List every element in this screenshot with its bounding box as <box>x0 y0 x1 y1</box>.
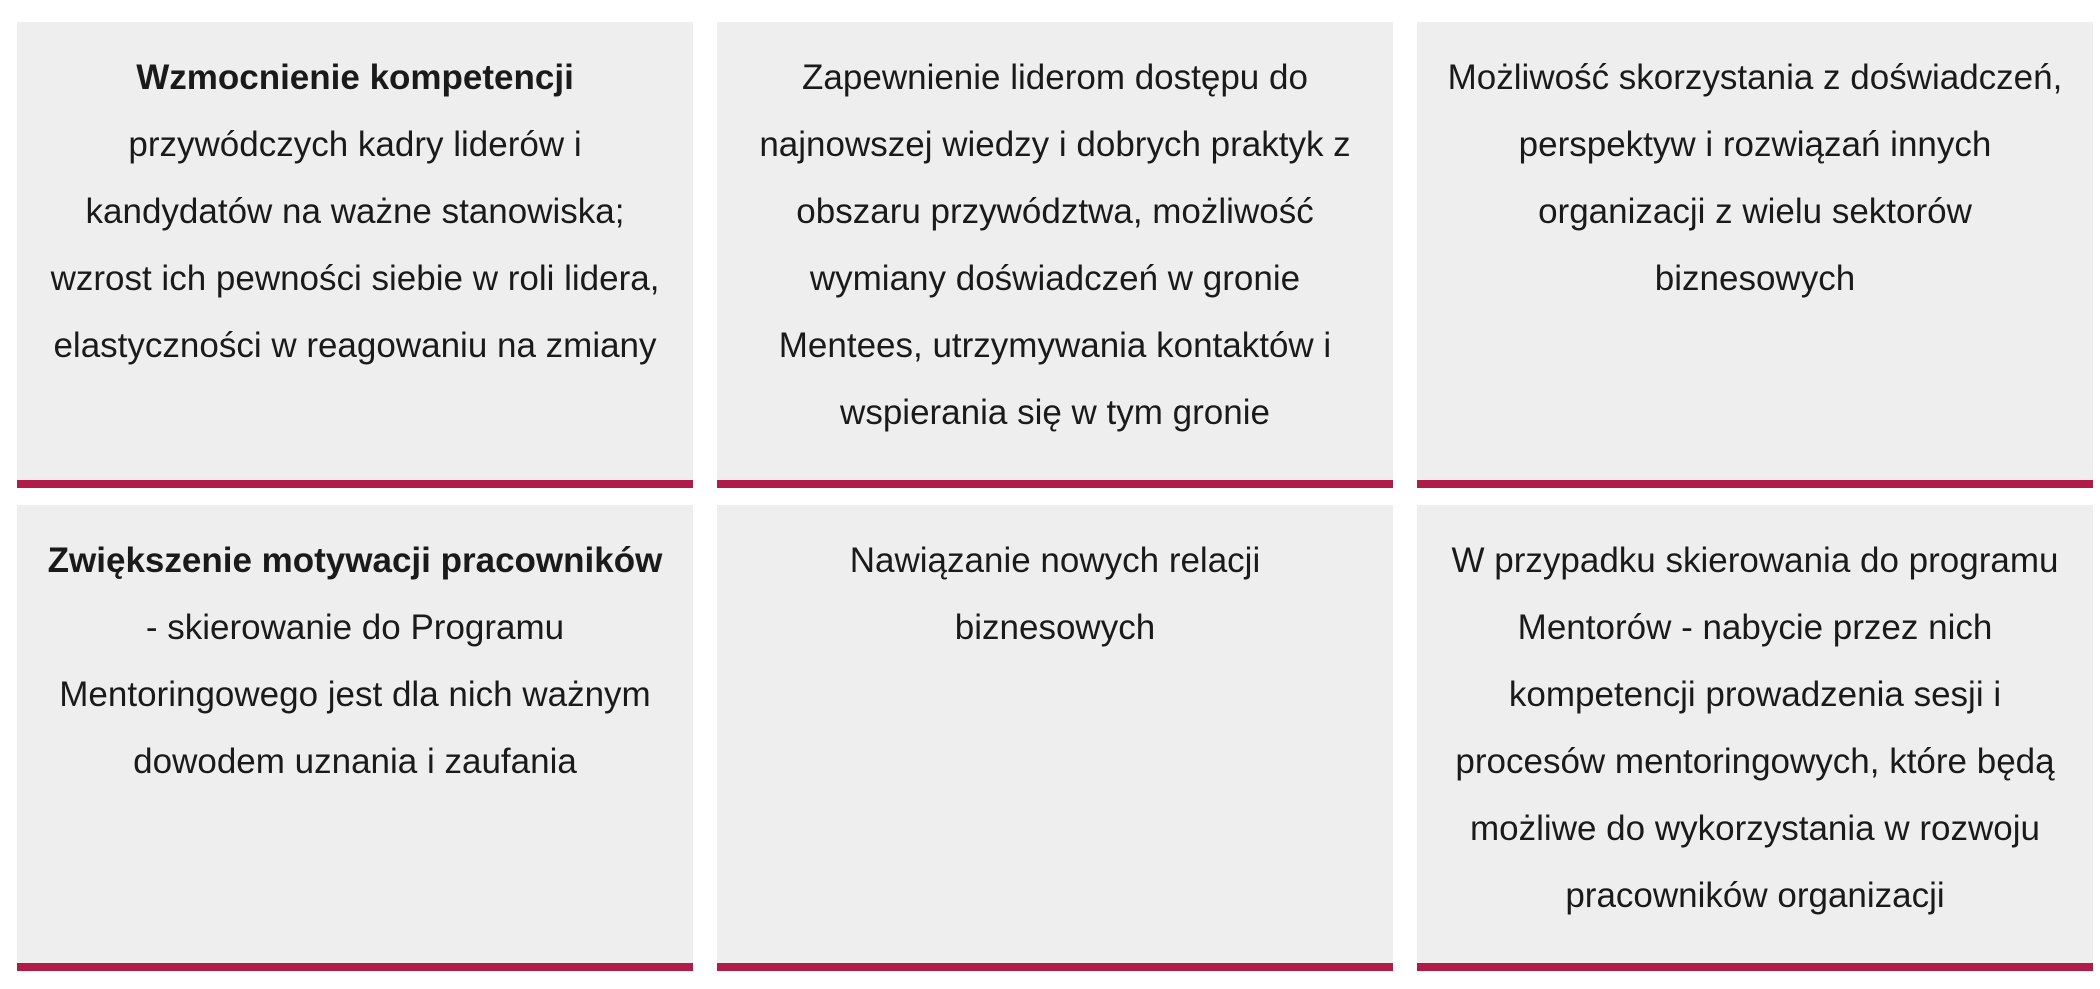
card-text: Nawiązanie nowych relacji biznesowych <box>849 541 1261 647</box>
card-text: W przypadku skierowania do programu Mentorów - nabycie przez nich kompetencji prowadzenia sesji i procesów mentoringowych, które będą możliwe do wykorzystania w rozwoju pracowników organizacji <box>1451 541 2059 915</box>
card-text: Możliwość skorzystania z doświadczeń, perspektyw i rozwiązań innych organizacji z wielu sektorów biznesowych <box>1447 58 2063 298</box>
benefits-grid <box>17 22 2093 972</box>
benefit-card-business-relations <box>717 505 1393 971</box>
benefit-card-leadership-competence <box>17 22 693 488</box>
card-text: Zapewnienie liderom dostępu do najnowszej wiedzy i dobrych praktyk z obszaru przywództwa, możliwość wymiany doświadczeń w gronie Mentees, utrzymywania kontaktów i wspierania się w tym gronie <box>759 58 1351 432</box>
benefit-card-mentor-skills <box>1417 505 2093 971</box>
benefit-card-knowledge-access <box>717 22 1393 488</box>
benefit-card-cross-sector-experience <box>1417 22 2093 488</box>
benefit-card-employee-motivation <box>17 505 693 971</box>
card-heading: Wzmocnienie kompetencji <box>136 58 574 97</box>
card-text: przywódczych kadry liderów i kandydatów na ważne stanowiska; wzrost ich pewności siebie w roli lidera, elastyczności w reagowaniu na zmiany <box>50 125 660 365</box>
card-heading: Zwiększenie motywacji pracowników <box>47 541 663 580</box>
card-text: - skierowanie do Programu Mentoringowego jest dla nich ważnym dowodem uznania i zaufania <box>59 608 651 781</box>
